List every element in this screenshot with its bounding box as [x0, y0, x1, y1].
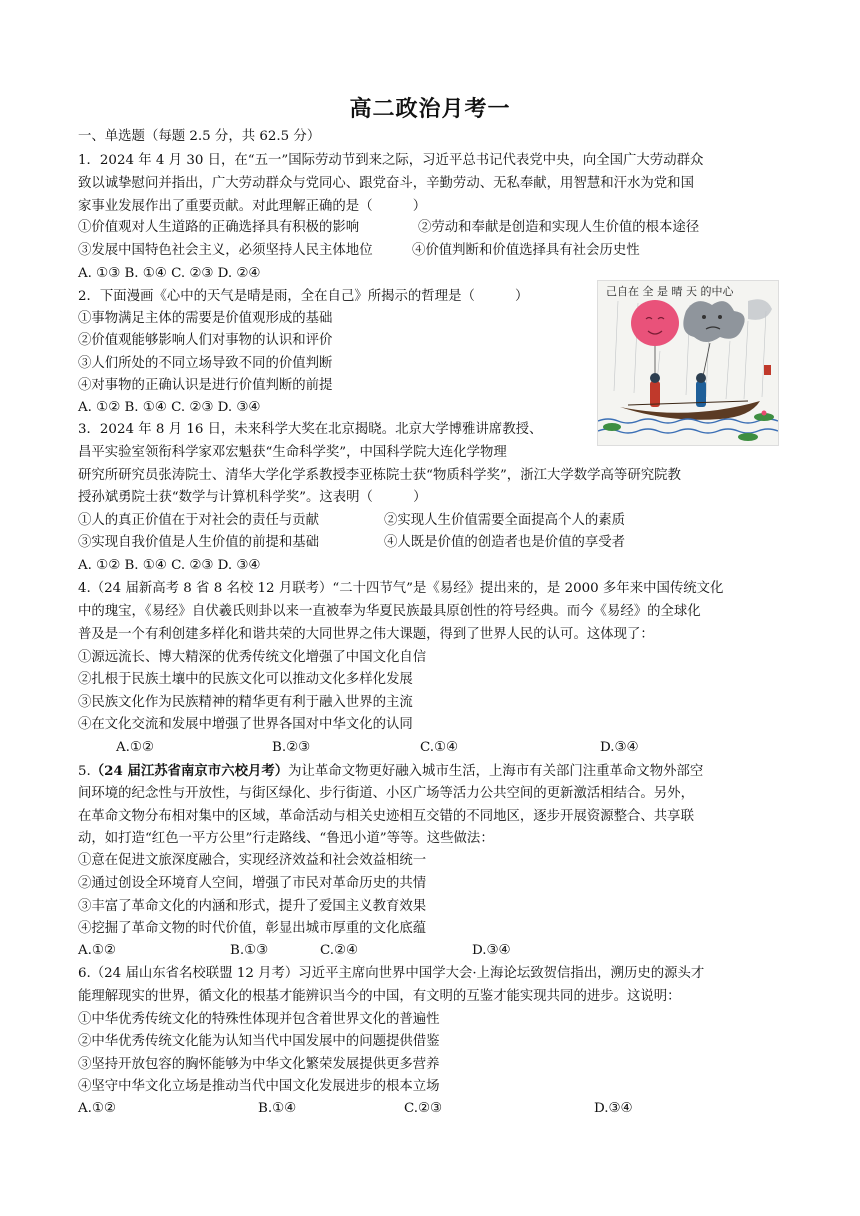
q5-answer-c: C.②④ — [320, 943, 359, 958]
q4-answer-a: A.①② — [116, 740, 154, 755]
q5-stem-line-1 — [78, 761, 703, 782]
q1-option-1: ①价值观对人生道路的正确选择具有积极的影响 — [78, 220, 360, 235]
q6-option-3: ③坚持开放包容的胸怀能够为中华文化繁荣发展提供更多营养 — [78, 1057, 440, 1072]
q6-stem-line-2: 能理解现实的世界，循文化的根基才能辨识当今的中国，有文明的互鉴才能实现共同的进步。这说明： — [78, 989, 681, 1004]
q6-answer-c: C.②③ — [404, 1101, 443, 1116]
q4-stem-line-3: 普及是一个有利创建多样化和谐共荣的大同世界之伟大课题，得到了世界人民的认可。这体现了： — [78, 627, 654, 642]
comic-illustration — [597, 280, 779, 446]
q4-option-3: ③民族文化作为民族精神的精华更有利于融入世界的主流 — [78, 695, 413, 710]
section-heading: 一、单选题（每题 2.5 分，共 62.5 分） — [78, 129, 321, 144]
comic-drawing — [598, 281, 778, 445]
q6-option-4: ④坚守中华文化立场是推动当代中国文化发展进步的根本立场 — [78, 1079, 440, 1094]
q5-source: （24 届江苏省南京市六校月考） — [90, 763, 289, 779]
q1-option-2: ②劳动和奉献是创造和实现人生价值的根本途径 — [418, 220, 700, 235]
q1-option-4: ④价值判断和价值选择具有社会历史性 — [412, 243, 640, 258]
q1-stem-line-1: 1．2024 年 4 月 30 日，在“五一”国际劳动节到来之际，习近平总书记代表党中央，向全国广大劳动群众 — [78, 153, 704, 168]
page-title: 高二政治月考一 — [349, 96, 511, 122]
q5-number: 5. — [78, 764, 91, 779]
q5-option-4: ④挖掘了革命文物的时代价值，彰显出城市厚重的文化底蕴 — [78, 921, 427, 936]
q4-option-4: ④在文化交流和发展中增强了世界各国对中华文化的认同 — [78, 717, 413, 732]
q3-option-2: ②实现人生价值需要全面提高个人的素质 — [384, 513, 626, 528]
q5-option-1: ①意在促进文旅深度融合，实现经济效益和社会效益相统一 — [78, 853, 427, 868]
q5-option-2: ②通过创设全环境育人空间，增强了市民对革命历史的共情 — [78, 876, 427, 891]
q3-stem-line-1: 3．2024 年 8 月 16 日，未来科学大奖在北京揭晓。北京大学博雅讲席教授、 — [78, 422, 543, 437]
q3-option-1: ①人的真正价值在于对社会的责任与贡献 — [78, 513, 320, 528]
q5-option-3: ③丰富了革命文化的内涵和形式，提升了爱国主义教育效果 — [78, 899, 427, 914]
q2-option-2: ②价值观能够影响人们对事物的认识和评价 — [78, 333, 333, 348]
q2-option-4: ④对事物的正确认识是进行价值判断的前提 — [78, 378, 333, 393]
q5-answer-d: D.③④ — [472, 943, 511, 958]
q4-answer-c: C.①④ — [420, 740, 459, 755]
q3-stem-line-2: 昌平实验室领衔科学家邓宏魁获“生命科学奖”，中国科学院大连化学物理 — [78, 445, 507, 460]
q1-stem-line-2: 致以诚挚慰问并指出，广大劳动群众与党同心、跟党奋斗，辛勤劳动、无私奉献，用智慧和汗水为党和国 — [78, 176, 694, 191]
q4-option-1: ①源远流长、博大精深的优秀传统文化增强了中国文化自信 — [78, 650, 427, 665]
q3-stem-line-3: 研究所研究员张涛院士、清华大学化学系教授李亚栋院士获“物质科学奖”，浙江大学数学高等研究院教 — [78, 468, 681, 483]
q4-option-2: ②扎根于民族土壤中的民族文化可以推动文化多样化发展 — [78, 672, 413, 687]
q5-stem-line-1-rest: 为让革命文物更好融入城市生活，上海市有关部门注重革命文物外部空 — [288, 764, 704, 779]
q5-stem-line-4: 动，如打造“红色一平方公里”行走路线、“鲁迅小道”等等。这些做法： — [78, 831, 494, 846]
q2-answer-choices: A. ①② B. ①④ C. ②③ D. ③④ — [78, 400, 261, 415]
q3-stem-line-4: 授孙斌勇院士获“数学与计算机科学奖”。这表明（ ） — [78, 490, 427, 505]
q5-stem-line-3: 在革命文物分布相对集中的区域，革命活动与相关史迹相互交错的不同地区，逐步开展资源整合、共享联 — [78, 809, 694, 824]
q2-stem: 2．下面漫画《心中的天气是晴是雨，全在自己》所揭示的哲理是（ ） — [78, 289, 529, 304]
q3-option-3: ③实现自我价值是人生价值的前提和基础 — [78, 535, 320, 550]
q5-answer-b: B.①③ — [230, 943, 269, 958]
q6-answer-a: A.①② — [78, 1101, 116, 1116]
q5-stem-line-2: 间环境的纪念性与开放性，与街区绿化、步行街道、小区广场等活力公共空间的更新激活相结合。另外， — [78, 786, 694, 801]
q1-option-3: ③发展中国特色社会主义，必须坚持人民主体地位 — [78, 243, 373, 258]
q1-stem-line-3: 家事业发展作出了重要贡献。对此理解正确的是（ ） — [78, 199, 427, 214]
q2-option-1: ①事物满足主体的需要是价值观形成的基础 — [78, 311, 333, 326]
q5-answer-a: A.①② — [78, 943, 116, 958]
q6-answer-d: D.③④ — [594, 1101, 633, 1116]
q4-answer-d: D.③④ — [600, 740, 639, 755]
q4-answer-b: B.②③ — [272, 740, 311, 755]
comic-caption: 己自在 全 是 晴 天 的中心 — [606, 285, 734, 298]
q4-stem-line-2: 中的瑰宝，《易经》自伏羲氏则卦以来一直被奉为华夏民族最具原创性的符号经典。而今《易经》的全球化 — [78, 604, 701, 619]
q6-option-1: ①中华优秀传统文化的特殊性体现并包含着世界文化的普遍性 — [78, 1012, 440, 1027]
q1-answer-choices: A. ①③ B. ①④ C. ②③ D. ②④ — [78, 266, 261, 281]
q3-answer-choices: A. ①② B. ①④ C. ②③ D. ③④ — [78, 558, 261, 573]
q6-answer-b: B.①④ — [258, 1101, 297, 1116]
q6-option-2: ②中华优秀传统文化能为认知当代中国发展中的问题提供借鉴 — [78, 1034, 440, 1049]
q4-stem-line-1: 4.（24 届新高考 8 省 8 名校 12 月联考）“二十四节气”是《易经》提出来的，是 2000 多年来中国传统文化 — [78, 581, 724, 596]
q3-option-4: ④人既是价值的创造者也是价值的享受者 — [384, 535, 626, 550]
q2-option-3: ③人们所处的不同立场导致不同的价值判断 — [78, 356, 333, 371]
q6-stem-line-1: 6.（24 届山东省名校联盟 12 月考）习近平主席向世界中国学大会·上海论坛致贺信指出，溯历史的源头才 — [78, 966, 705, 981]
